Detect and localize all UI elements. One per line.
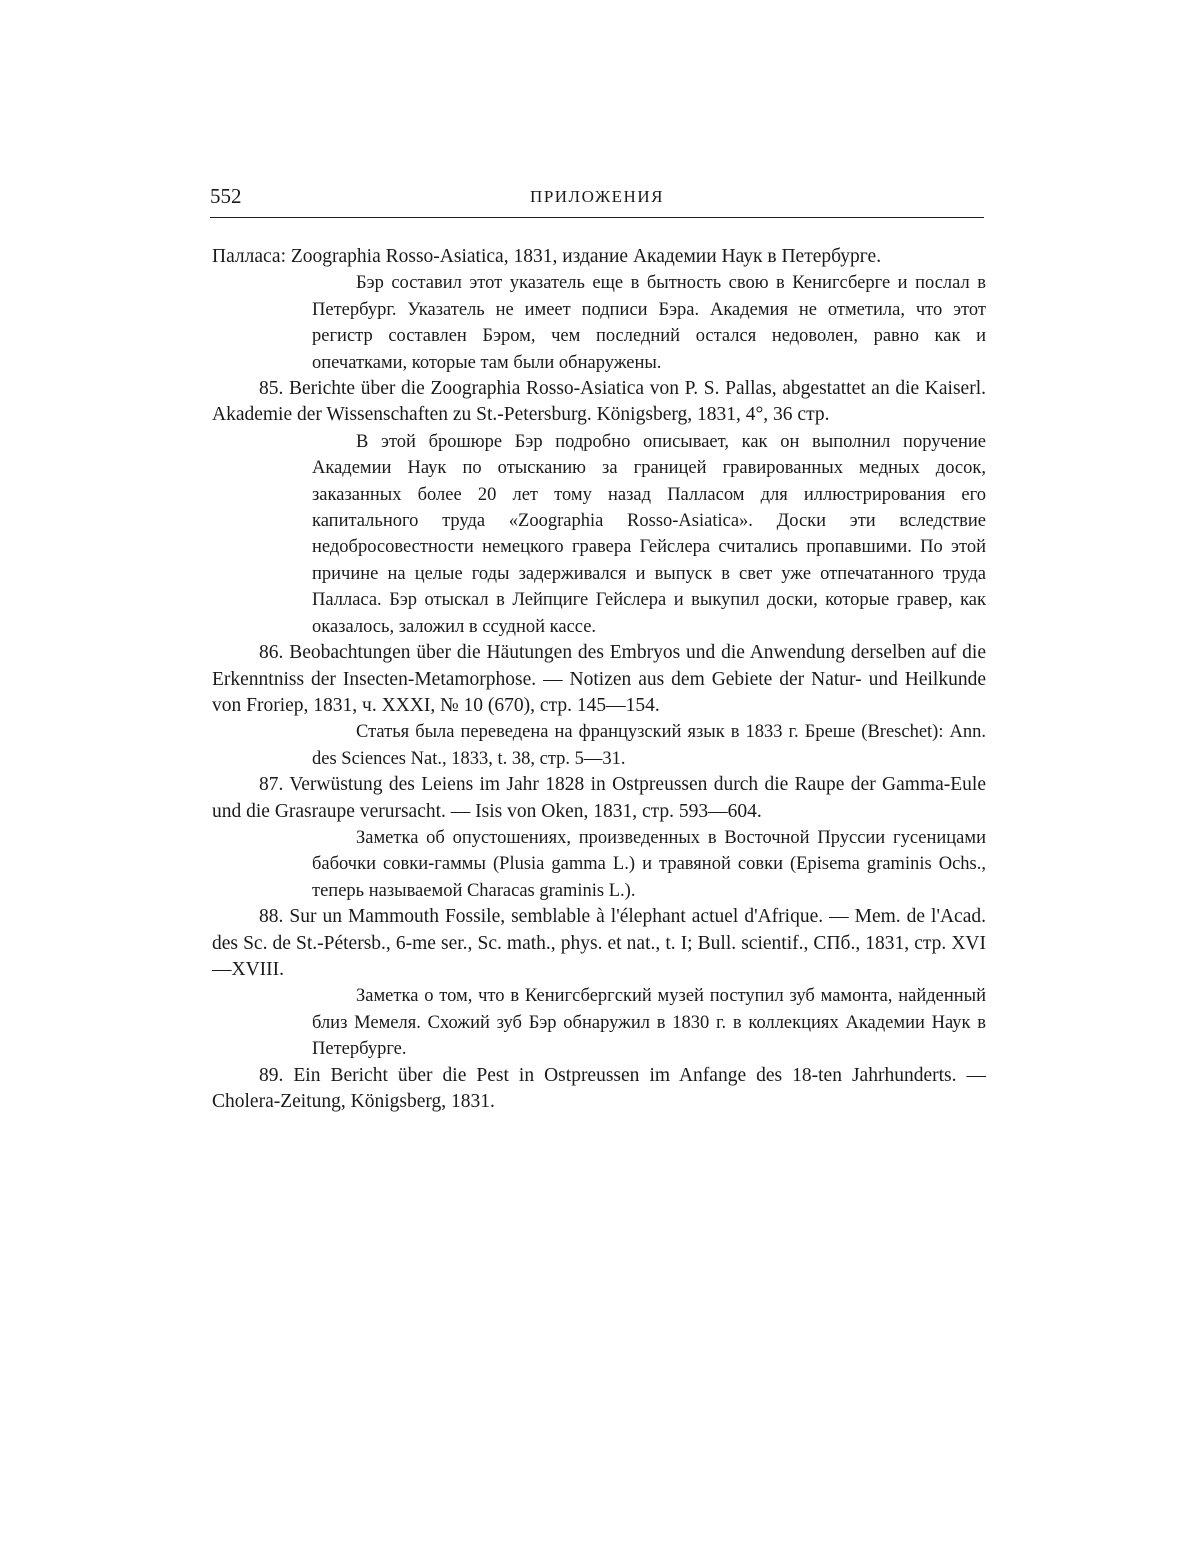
page-body <box>212 244 986 1115</box>
running-title: ПРИЛОЖЕНИЯ <box>530 187 664 206</box>
header-rule <box>210 217 984 218</box>
page-number: 552 <box>210 184 242 208</box>
bibliography-entry-85: 85. Berichte über die Zoographia Rosso-Asiatica von P. S. Pallas, abgestattet an die Kaiserl. Akademie der Wissenschaften zu St.-Petersburg. Königsberg, 1831, 4°, 36 стр. <box>212 378 986 426</box>
annotation-note: В этой брошюре Бэр подробно описывает, как он выполнил поручение Академии Наук по отысканию за границей гравированных медных досок, заказанных более 20 лет тому назад Палласом для иллюстрирования его капитального труда «Zoographia Rosso-Asiatica». Доски эти вследствие недобросовестности немецкого гравера Гейслера считались пропавшими. По этой причине на целые годы задерживался и выпуск в свет уже отпечатанного труда Палласа. Бэр отыскал в Лейпциге Гейслера и выкупил доски, которые гравер, как оказалось, заложил в ссудной кассе. <box>312 431 986 637</box>
page-header <box>210 184 984 214</box>
bibliography-entry-86: 86. Beobachtungen über die Häutungen des Embryos und die Anwendung derselben auf die Erkenntniss der Insecten-Metamorphose. — Notizen aus dem Gebiete der Natur- und Heilkunde von Froriep, 1831, ч. XXXI, № 10 (670), стр. 145—154. <box>212 642 986 716</box>
continued-paragraph: Палласа: Zoographia Rosso-Asiatica, 1831, издание Академии Наук в Петербурге. <box>212 246 882 267</box>
annotation-note: Статья была переведена на французский язык в 1833 г. Бреше (Breschet): Ann. des Sciences Nat., 1833, t. 38, стр. 5—31. <box>312 722 986 769</box>
annotation-note: Бэр составил этот указатель еще в бытность свою в Кенигсберге и послал в Петербург. Указатель не имеет подписи Бэра. Академия не отметила, что этот регистр составлен Бэром, чем последний остался недоволен, равно как и опечатками, которые там были обнаружены. <box>312 273 986 373</box>
bibliography-entry-88: 88. Sur un Mammouth Fossile, semblable à l'élephant actuel d'Afrique. — Mem. de l'Acad. des Sc. de St.-Pétersb., 6-me ser., Sc. math., phys. et nat., t. I; Bull. scientif., СПб., 1831, стр. XVI—XVIII. <box>212 906 986 980</box>
bibliography-entry-87: 87. Verwüstung des Leiens im Jahr 1828 in Ostpreussen durch die Raupe der Gamma-Eule und die Grasraupe verursacht. — Isis von Oken, 1831, стр. 593—604. <box>212 774 986 822</box>
annotation-note: Заметка о том, что в Кенигсбергский музей поступил зуб мамонта, найденный близ Мемеля. Схожий зуб Бэр обнаружил в 1830 г. в коллекциях Академии Наук в Петербурге. <box>312 986 986 1060</box>
annotation-note: Заметка об опустошениях, произведенных в Восточной Пруссии гусеницами бабочки совки-гаммы (Plusia gamma L.) и травяной совки (Episema graminis Ochs., теперь называемой Characas graminis L.). <box>312 827 986 901</box>
bibliography-entry-89: 89. Ein Bericht über die Pest in Ostpreussen im Anfange des 18-ten Jahrhunderts. — Cholera-Zeitung, Königsberg, 1831. <box>212 1064 986 1112</box>
